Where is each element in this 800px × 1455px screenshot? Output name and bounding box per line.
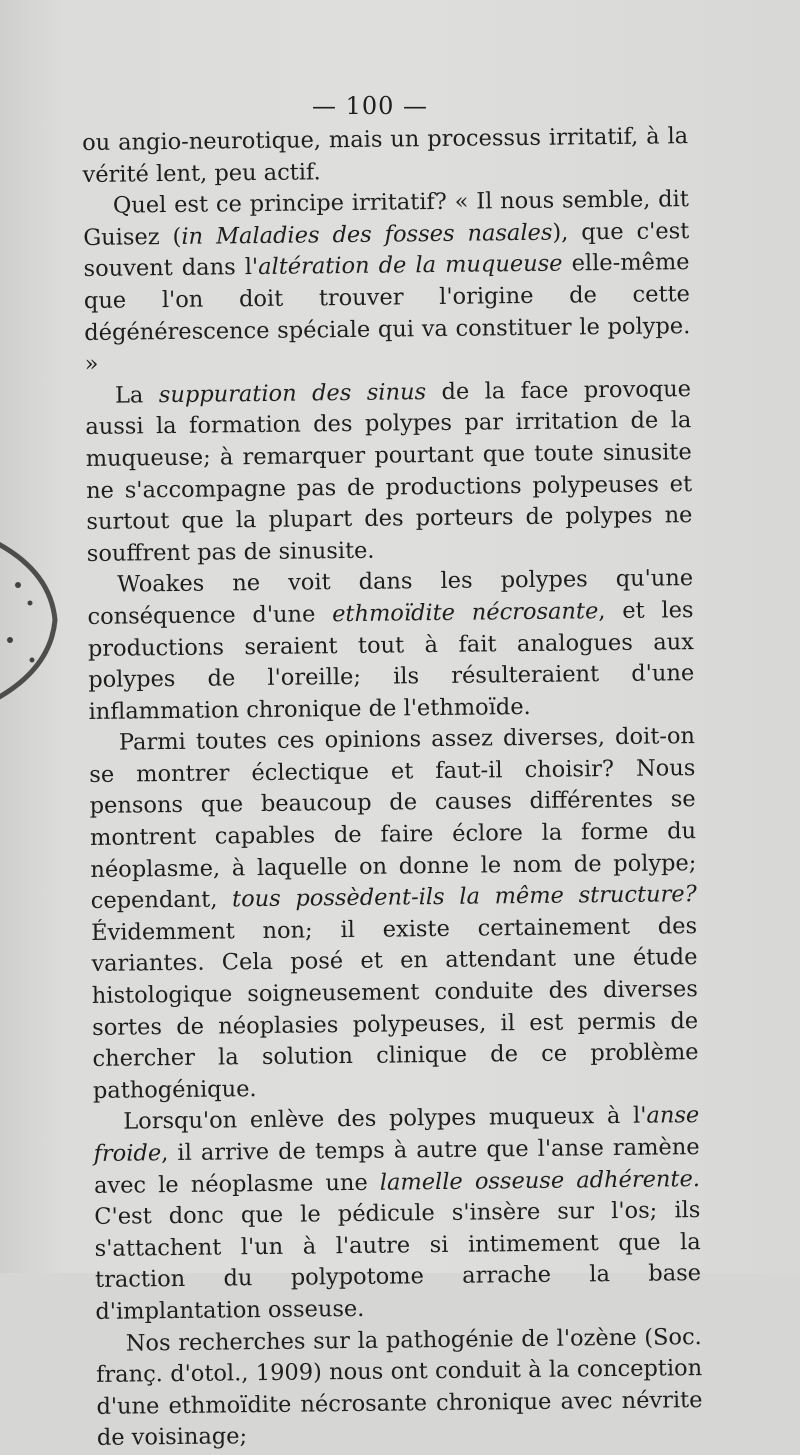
paragraph bbox=[93, 1100, 701, 1328]
text-run: ou angio-neurotique, mais un processus irritatif, à la vérité lent, peu actif. bbox=[82, 123, 689, 188]
text-run: elle-même que l'on doit trouver l'origine de cette dégénérescence spéciale qui va constituer le polype. » bbox=[83, 249, 691, 378]
text-run: , et les productions seraient tout à fait analogues aux polypes de l'oreille; ils résulteraient d'une inflammation chronique de l'ethmoïde. bbox=[87, 597, 695, 725]
italic-text: tous possèdent-ils la même structure? bbox=[231, 881, 697, 913]
text-run: La bbox=[114, 381, 159, 409]
italic-text: ethmoïdite nécrosante bbox=[331, 598, 599, 628]
paragraph bbox=[96, 1322, 703, 1455]
italic-text: lamelle osseuse adhérente. bbox=[379, 1165, 701, 1196]
text-run: ), que c'est souvent dans l' bbox=[83, 217, 690, 283]
text-run: Quel est ce principe irritatif? « Il nous semble, dit Guisez ( bbox=[83, 186, 689, 251]
paragraph bbox=[89, 721, 699, 1107]
paragraph bbox=[87, 563, 695, 728]
text-run: Lorsqu'on enlève des polypes muqueux à l' bbox=[123, 1103, 647, 1136]
text-run: Woakes ne voit dans les polypes qu'une conséquence d'une bbox=[87, 565, 694, 630]
text-run: de la face provoque aussi la formation des polypes par irritation de la muqueuse; à remarquer pourtant que toute sinusite ne s'accompagne pas de productions polypeuses et surtout que la plupart des porteurs de polypes ne souffrent pas de sinusite. bbox=[85, 375, 693, 567]
italic-text: anse froide bbox=[93, 1102, 700, 1167]
library-stamp bbox=[0, 525, 70, 715]
text-run: Évidemment non; il existe certainement des variantes. Cela posé et en attendant une étude histologique soigneusement conduite des diverses sortes de néoplasies polypeuses, il est permis de chercher la solution clinique de ce problème pathogénique. bbox=[90, 912, 699, 1104]
text-run: Parmi toutes ces opinions assez diverses, doit-on se montrer éclectique et faut-il choisir? Nous pensons que beaucoup de causes différentes se montrent capables de faire éclore la forme du néoplasme, à laquelle on donne le nom de polype; cependant, bbox=[89, 723, 697, 915]
page-number: — 100 — bbox=[311, 92, 429, 120]
paragraph bbox=[83, 184, 691, 380]
italic-text: suppuration des sinus bbox=[158, 378, 427, 408]
body-text bbox=[82, 121, 703, 1455]
italic-text: in Maladies des fosses nasales bbox=[181, 219, 553, 250]
text-run: , il arrive de temps à autre que l'anse ramène avec le néoplasme une bbox=[93, 1134, 700, 1199]
text-run: C'est donc que le pédicule s'insère sur l'os; ils s'attachent l'un à l'autre si intimement que la traction du polypotome arrache la base d'implantation osseuse. bbox=[94, 1197, 702, 1325]
text-run: Nos recherches sur la pathogénie de l'ozène (Soc. franç. d'otol., 1909) nous ont conduit à la conception d'une ethmoïdite nécrosante chronique avec névrite de voisinage; bbox=[96, 1323, 703, 1452]
italic-text: altération de la muqueuse bbox=[258, 250, 563, 281]
paragraph bbox=[82, 121, 689, 191]
paragraph bbox=[85, 374, 693, 570]
